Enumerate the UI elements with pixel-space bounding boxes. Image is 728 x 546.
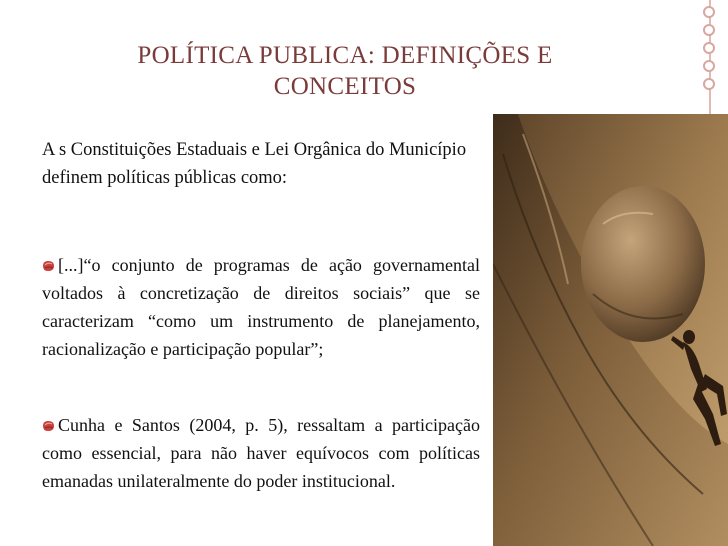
sisyphus-boulder-photo xyxy=(493,114,728,546)
slide-title-line: CONCEITOS xyxy=(273,73,417,100)
bullet-text: Cunha e Santos (2004, p. 5), ressaltam a participação como essencial, para não haver equívocos com políticas emanadas unilateralmente do poder institucional. xyxy=(42,415,480,491)
bullet-item xyxy=(42,411,480,495)
slide-title xyxy=(60,40,630,102)
border-circle-icon xyxy=(703,78,715,90)
border-circle-icon xyxy=(703,6,715,18)
intro-text: A s Constituições Estaduais e Lei Orgânica do Município definem políticas públicas como: xyxy=(42,140,467,188)
bullet-text: [...]“o conjunto de programas de ação governamental voltados à concretização de direitos sociais” que se caracterizam “como um instrumento de planejamento, racionalização e participação popular”; xyxy=(42,255,480,359)
border-circle-icon xyxy=(703,60,715,72)
red-bullet-icon xyxy=(42,420,55,432)
bullet-item xyxy=(42,251,480,363)
border-circle-icon xyxy=(703,24,715,36)
border-circle-icon xyxy=(703,42,715,54)
red-bullet-icon xyxy=(42,260,55,272)
slide-title-line: POLÍTICA PUBLICA: DEFINIÇÕES E xyxy=(137,42,553,69)
